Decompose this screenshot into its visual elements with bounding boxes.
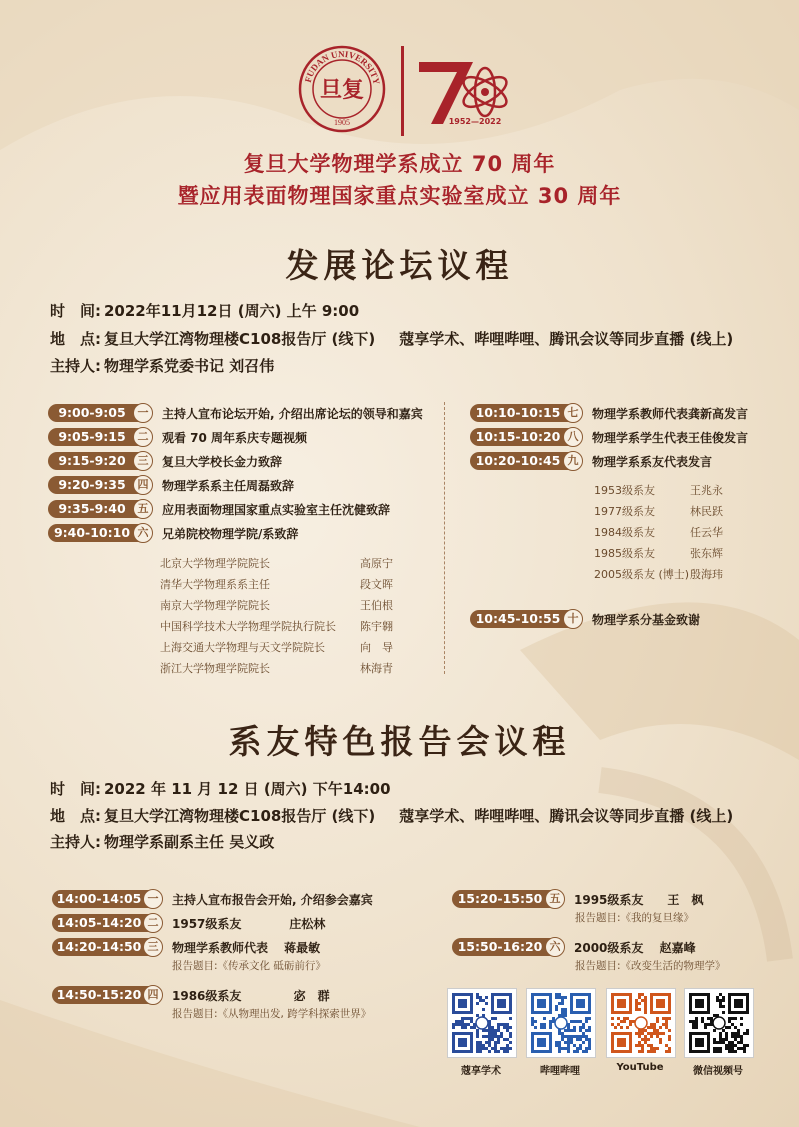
- guest-name: 段文晖: [360, 578, 393, 591]
- alumni-name: 王兆永: [690, 484, 723, 497]
- qr-code-wechat-channels[interactable]: [684, 988, 754, 1058]
- guest-name: 王伯根: [360, 599, 393, 612]
- report-topic: 报告题目:《传承文化 砥砺前行》: [172, 960, 326, 972]
- time-pill: [452, 938, 564, 956]
- agenda-number: 一: [143, 889, 163, 909]
- agenda-desc: 物理学系教师代表 蒋最敏: [172, 940, 321, 955]
- report-place-label: 地 点:: [50, 807, 101, 825]
- time-pill: [470, 610, 582, 628]
- alumni-class: 1953级系友: [594, 484, 655, 497]
- report-host-line: [50, 831, 274, 852]
- event-title-line1: 复旦大学物理学系成立 70 周年: [243, 152, 556, 176]
- agenda-time: 9:20-9:35: [58, 477, 126, 492]
- agenda-desc: 1957级系友 庄松林: [172, 916, 326, 931]
- report-topic: 报告题目:《从物理出发, 跨学科探索世界》: [172, 1008, 372, 1020]
- time-pill: [48, 452, 152, 470]
- qr-label: 蔻享学术: [461, 1066, 501, 1077]
- report-topic: 报告题目:《改变生活的物理学》: [575, 960, 726, 972]
- forum-host: 物理学系党委书记 刘召伟: [104, 357, 275, 375]
- agenda-row: [452, 890, 703, 908]
- time-pill: [52, 914, 162, 932]
- agenda-time: 9:00-9:05: [58, 405, 126, 420]
- logo-divider: [401, 46, 404, 136]
- forum-time: 2022年11月12日 (周六) 上午 9:00: [104, 302, 360, 320]
- agenda-number: 五: [545, 889, 565, 909]
- agenda-row: [48, 452, 282, 470]
- time-pill: [470, 452, 582, 470]
- guest-org: 浙江大学物理学院院长: [160, 662, 270, 675]
- guest-name: 陈宇翱: [360, 620, 393, 633]
- time-pill: [470, 428, 582, 446]
- qr-code-bilibili[interactable]: [526, 988, 596, 1058]
- agenda-row: [470, 452, 712, 470]
- agenda-number: 二: [133, 427, 153, 447]
- report-place: 复旦大学江湾物理楼C108报告厅 (线下): [104, 807, 376, 825]
- agenda-number: 三: [133, 451, 153, 471]
- agenda-desc: 1995级系友 王 枫: [574, 892, 704, 907]
- report-stream: 蔻享学术、哔哩哔哩、腾讯会议等同步直播 (线上): [399, 807, 734, 825]
- guest-org: 清华大学物理系系主任: [160, 578, 270, 591]
- report-topic: 报告题目:《我的复旦缘》: [575, 912, 695, 924]
- time-pill: [52, 938, 162, 956]
- agenda-number: 四: [133, 475, 153, 495]
- report-place-line: [50, 805, 733, 826]
- agenda-number: 十: [563, 609, 583, 629]
- seal-char: 旦复: [319, 78, 365, 103]
- agenda-desc: 2000级系友 赵嘉峰: [574, 940, 696, 955]
- alumni-class: 1985级系友: [594, 547, 655, 560]
- agenda-row: [48, 476, 294, 494]
- forum-place-line: [50, 328, 733, 349]
- agenda-row: [52, 986, 330, 1004]
- agenda-time: 9:05-9:15: [58, 429, 126, 444]
- agenda-number: 九: [563, 451, 583, 471]
- agenda-row: [48, 428, 307, 446]
- guest-org: 上海交通大学物理与天文学院院长: [160, 641, 325, 654]
- agenda-row: [48, 524, 298, 542]
- agenda-number: 六: [545, 937, 565, 957]
- qr-code-youtube[interactable]: [606, 988, 676, 1058]
- agenda-number: 三: [143, 937, 163, 957]
- agenda-time: 10:45-10:55: [475, 611, 561, 626]
- agenda-time: 9:40-10:10: [53, 525, 131, 540]
- agenda-time: 15:50-16:20: [457, 939, 543, 954]
- agenda-time: 14:20-14:50: [56, 939, 142, 954]
- column-divider: [444, 402, 445, 674]
- agenda-time: 14:00-14:05: [56, 891, 142, 906]
- time-pill: [48, 404, 152, 422]
- agenda-row: [52, 938, 320, 956]
- time-pill: [48, 476, 152, 494]
- time-pill: [48, 428, 152, 446]
- forum-stream: 蔻享学术、哔哩哔哩、腾讯会议等同步直播 (线上): [399, 330, 734, 348]
- agenda-desc: 物理学系教师代表龚新高发言: [592, 406, 749, 421]
- agenda-desc: 物理学系分基金致谢: [592, 612, 701, 627]
- agenda-desc: 物理学系系主任周磊致辞: [162, 478, 295, 493]
- report-host: 物理学系副系主任 吴义政: [104, 833, 275, 851]
- report-host-label: 主持人:: [50, 833, 101, 851]
- alumni-name: 殷海玮: [690, 568, 723, 581]
- time-pill: [452, 890, 564, 908]
- agenda-desc: 观看 70 周年系庆专题视频: [162, 430, 308, 445]
- forum-time-label: 时 间:: [50, 302, 101, 320]
- agenda-desc: 应用表面物理国家重点实验室主任沈健致辞: [162, 502, 391, 517]
- forum-place-label: 地 点:: [50, 330, 101, 348]
- agenda-time: 9:15-9:20: [58, 453, 126, 468]
- guest-org: 中国科学技术大学物理学院执行院长: [160, 620, 336, 633]
- agenda-number: 六: [133, 523, 153, 543]
- agenda-time: 14:50-15:20: [56, 987, 142, 1002]
- agenda-number: 八: [563, 427, 583, 447]
- agenda-desc: 兄弟院校物理学院/系致辞: [162, 526, 299, 541]
- qr-label: 哔哩哔哩: [540, 1066, 580, 1077]
- anniv-years: 1952—2022: [448, 117, 502, 126]
- seal-year: 1905: [334, 118, 350, 127]
- forum-time-line: [50, 300, 359, 321]
- agenda-number: 二: [143, 913, 163, 933]
- agenda-time: 10:15-10:20: [475, 429, 561, 444]
- agenda-desc: 1986级系友 宓 群: [172, 988, 330, 1003]
- forum-title: 发展论坛议程: [285, 246, 514, 285]
- qr-label: YouTube: [616, 1062, 664, 1073]
- report-time-label: 时 间:: [50, 780, 101, 798]
- alumni-class: 1984级系友: [594, 526, 655, 539]
- agenda-number: 四: [143, 985, 163, 1005]
- alumni-name: 林民跃: [690, 505, 723, 518]
- time-pill: [48, 500, 152, 518]
- seal-text: FUDAN UNIVERSITY: [302, 48, 382, 86]
- time-pill: [48, 524, 152, 542]
- 70th-anniversary-logo: [415, 52, 515, 132]
- qr-label: 微信视频号: [693, 1066, 743, 1077]
- time-pill: [470, 404, 582, 422]
- agenda-row: [452, 938, 696, 956]
- qr-code-kouxiang[interactable]: [447, 988, 517, 1058]
- forum-host-label: 主持人:: [50, 357, 101, 375]
- report-time-line: [50, 778, 391, 799]
- agenda-row: [48, 404, 423, 422]
- forum-place: 复旦大学江湾物理楼C108报告厅 (线下): [104, 330, 376, 348]
- agenda-desc: 主持人宣布报告会开始, 介绍参会嘉宾: [172, 892, 373, 907]
- agenda-row: [470, 404, 748, 422]
- agenda-row: [52, 914, 325, 932]
- time-pill: [52, 986, 162, 1004]
- guest-org: 南京大学物理学院院长: [160, 599, 270, 612]
- agenda-row: [470, 428, 748, 446]
- agenda-desc: 主持人宣布论坛开始, 介绍出席论坛的领导和嘉宾: [162, 406, 423, 421]
- agenda-row: [48, 500, 390, 518]
- alumni-class: 1977级系友: [594, 505, 655, 518]
- agenda-desc: 物理学系系友代表发言: [592, 454, 713, 469]
- report-title: 系友特色报告会议程: [228, 722, 571, 761]
- agenda-number: 一: [133, 403, 153, 423]
- guest-org: 北京大学物理学院院长: [160, 557, 270, 570]
- agenda-desc: 物理学系学生代表王佳俊发言: [592, 430, 749, 445]
- guest-name: 高原宁: [360, 557, 393, 570]
- guest-name: 林海青: [360, 662, 393, 675]
- report-time: 2022 年 11 月 12 日 (周六) 下午14:00: [104, 780, 391, 798]
- agenda-time: 14:05-14:20: [56, 915, 142, 930]
- agenda-number: 七: [563, 403, 583, 423]
- event-title-line2: 暨应用表面物理国家重点实验室成立 30 周年: [177, 184, 622, 208]
- alumni-name: 任云华: [690, 526, 723, 539]
- guest-name: 向 导: [360, 641, 393, 654]
- agenda-time: 10:20-10:45: [475, 453, 561, 468]
- agenda-row: [470, 610, 700, 628]
- agenda-time: 15:20-15:50: [457, 891, 543, 906]
- forum-host-line: [50, 355, 274, 376]
- alumni-class: 2005级系友 (博士): [594, 568, 690, 581]
- time-pill: [52, 890, 162, 908]
- agenda-time: 9:35-9:40: [58, 501, 126, 516]
- agenda-number: 五: [133, 499, 153, 519]
- alumni-name: 张东辉: [690, 547, 723, 560]
- agenda-row: [52, 890, 373, 908]
- agenda-time: 10:10-10:15: [475, 405, 561, 420]
- fudan-seal-logo: [298, 45, 386, 133]
- agenda-desc: 复旦大学校长金力致辞: [162, 454, 283, 469]
